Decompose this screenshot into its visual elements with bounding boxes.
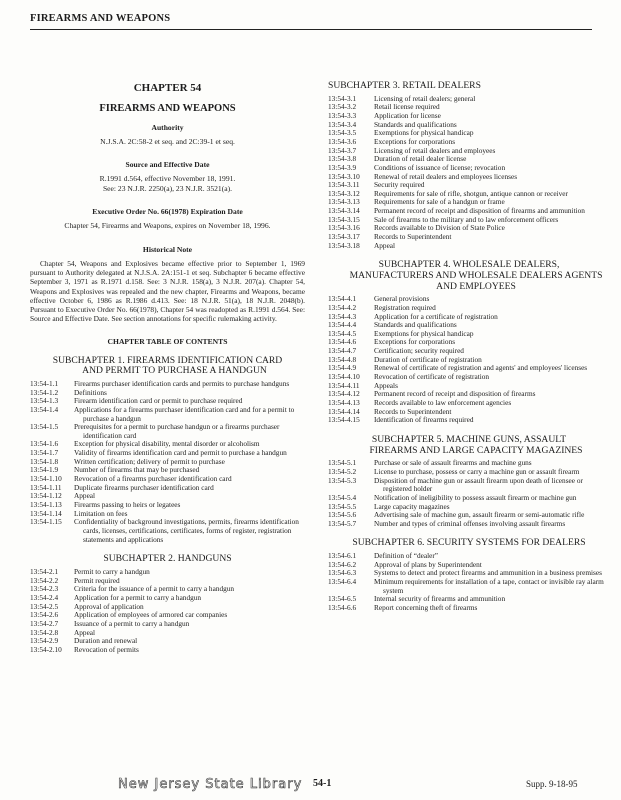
- section-title: Permit required: [74, 575, 120, 585]
- section-title: Records available to law enforcement agencies: [374, 398, 512, 408]
- subchapter-title-continued: MANUFACTURERS AND WHOLESALE DEALERS AGENTS AND EMPLOYEES: [349, 270, 603, 292]
- section-number: 13:54-6.4: [328, 577, 357, 587]
- page-number: 54-1: [313, 778, 332, 789]
- supplement-date: Supp. 9-18-95: [526, 779, 578, 789]
- section-title: Firearms purchaser identification cards and permits to purchase handguns: [74, 378, 290, 388]
- section-number: 13:54-2.3: [30, 584, 59, 594]
- section-entry: [328, 173, 610, 182]
- section-number: 13:54-4.7: [328, 346, 357, 356]
- section-title: Sale of firearms to the military and to law enforcement officers: [374, 214, 559, 224]
- section-entry: [328, 313, 610, 322]
- section-number: 13:54-3.13: [328, 197, 360, 207]
- section-number: 13:54-1.1: [30, 378, 59, 388]
- section-number: 13:54-2.4: [30, 592, 59, 602]
- section-number: 13:54-3.2: [328, 102, 357, 112]
- section-number: 13:54-1.11: [30, 482, 62, 492]
- section-number: 13:54-5.1: [328, 458, 357, 468]
- section-title: Renewal of certificate of registration and agents' and employees' licenses: [374, 363, 588, 373]
- section-number: 13:54-3.18: [328, 240, 360, 250]
- section-title: Requirements for sale of rifle, shotgun, antique cannon or receiver: [374, 188, 568, 198]
- section-number: 13:54-1.15: [30, 517, 62, 527]
- section-title: Minimum requirements for installation of a tape, contact or invisible ray alarm system: [374, 577, 604, 595]
- section-title: Standards and qualifications: [374, 119, 457, 129]
- source-text: [30, 174, 305, 193]
- section-number: 13:54-4.9: [328, 363, 357, 373]
- section-entry: [328, 330, 610, 339]
- section-title: Records to Superintendent: [374, 232, 452, 242]
- subchapter-block: [328, 435, 610, 528]
- executive-order-text: Chapter 54, Firearms and Weapons, expires on November 18, 1996.: [64, 221, 271, 231]
- right-subchapters: [328, 81, 610, 613]
- section-title: Renewal of retail dealers and employees licenses: [374, 171, 518, 181]
- section-title: Permanent record of receipt and disposition of firearms and ammunition: [374, 206, 585, 216]
- section-title: Systems to detect and protect firearms and ammunition in a business premises: [374, 568, 602, 578]
- section-title: General provisions: [374, 294, 430, 304]
- subchapter-block: [30, 554, 305, 654]
- section-title: Firearms passing to heirs or legatees: [74, 500, 181, 510]
- section-entry: [328, 477, 610, 494]
- subchapter-title: [328, 81, 610, 92]
- section-title: Prerequisites for a permit to purchase handgun or a firearms purchaser identification card: [74, 422, 280, 440]
- section-number: 13:54-3.10: [328, 171, 360, 181]
- section-entry: [30, 484, 305, 493]
- section-title: Application of employees of armored car companies: [74, 610, 228, 620]
- section-number: 13:54-1.4: [30, 404, 59, 414]
- section-title: Disposition of machine gun or assault firearm upon death of licensee or registered holder: [374, 475, 583, 494]
- section-number: 13:54-1.12: [30, 491, 62, 501]
- section-number: 13:54-6.3: [328, 568, 357, 578]
- section-entry: [328, 233, 610, 242]
- source-line: See: 23 N.J.R. 2250(a), 23 N.J.R. 3521(a).: [102, 183, 233, 193]
- section-title: Number of firearms that may be purchased: [74, 465, 200, 475]
- subchapter-title: [328, 260, 610, 292]
- section-title: Exemptions for physical handicap: [374, 128, 474, 138]
- subchapter-title: [328, 435, 610, 456]
- subchapter-title-text: SUBCHAPTER 4. WHOLESALE DEALERS,: [378, 259, 560, 271]
- section-number: 13:54-2.9: [30, 636, 59, 646]
- subchapter-title-continued: AND PERMIT TO PURCHASE A HANDGUN: [82, 365, 267, 377]
- source-line: R.1991 d.564, effective November 18, 1991.: [99, 174, 236, 184]
- section-title: Application for a certificate of registration: [374, 311, 498, 321]
- section-list: [328, 459, 610, 528]
- section-title: Duplicate firearms purchaser identification card: [74, 482, 214, 492]
- section-number: 13:54-4.4: [328, 320, 357, 330]
- section-entry: [328, 338, 610, 347]
- subchapter-title-text: SUBCHAPTER 3. RETAIL DEALERS: [328, 80, 481, 91]
- chapter-number: CHAPTER 54: [133, 82, 202, 94]
- section-number: 13:54-1.9: [30, 465, 59, 475]
- historical-note-heading: Historical Note: [142, 244, 193, 254]
- header-rule: [30, 29, 592, 30]
- section-entry: [328, 604, 610, 613]
- section-number: 13:54-1.8: [30, 456, 59, 466]
- section-number: 13:54-5.4: [328, 492, 357, 502]
- section-number: 13:54-6.5: [328, 594, 357, 604]
- section-title: Appeal: [74, 627, 96, 637]
- section-number: 13:54-1.7: [30, 448, 59, 458]
- section-number: 13:54-4.5: [328, 328, 357, 338]
- section-entry: [30, 518, 305, 544]
- section-title: Identification of firearms required: [374, 415, 474, 425]
- section-entry: [30, 646, 305, 655]
- section-number: 13:54-4.2: [328, 302, 357, 312]
- subchapter-block: [328, 260, 610, 425]
- section-title: Exceptions for corporations: [374, 337, 456, 347]
- section-title: Approval of plans by Superintendent: [374, 559, 482, 569]
- section-title: Duration and renewal: [74, 636, 138, 646]
- section-number: 13:54-2.7: [30, 618, 59, 628]
- section-title: Firearm identification card or permit to purchase required: [74, 396, 243, 406]
- section-entry: [328, 242, 610, 251]
- section-number: 13:54-5.7: [328, 518, 357, 528]
- section-entry: [328, 95, 610, 104]
- section-number: 13:54-3.8: [328, 154, 357, 164]
- section-number: 13:54-4.10: [328, 372, 360, 382]
- section-number: 13:54-1.6: [30, 439, 59, 449]
- subchapter-block: [328, 538, 610, 612]
- section-number: 13:54-3.4: [328, 119, 357, 129]
- section-title: Approval of application: [74, 601, 144, 611]
- section-entry: [30, 620, 305, 629]
- section-number: 13:54-6.6: [328, 603, 357, 612]
- right-column: [328, 81, 610, 613]
- section-entry: [30, 406, 305, 423]
- section-number: 13:54-2.5: [30, 601, 59, 611]
- section-number: 13:54-1.13: [30, 500, 62, 510]
- section-title: Conditions of issuance of license; revocation: [374, 162, 506, 172]
- section-number: 13:54-3.7: [328, 145, 357, 155]
- section-title: Security required: [374, 180, 425, 190]
- section-number: 13:54-4.8: [328, 354, 357, 364]
- section-entry: [30, 423, 305, 440]
- chapter-title: FIREARMS AND WEAPONS: [99, 103, 236, 114]
- section-number: 13:54-4.6: [328, 337, 357, 347]
- subchapter-title-text: SUBCHAPTER 5. MACHINE GUNS, ASSAULT: [371, 434, 567, 446]
- section-title: Standards and qualifications: [374, 320, 457, 330]
- section-number: 13:54-5.2: [328, 466, 357, 476]
- section-entry: [30, 594, 305, 603]
- section-title: Exception for physical disability, mental disorder or alcoholism: [74, 439, 260, 449]
- section-number: 13:54-3.16: [328, 223, 360, 233]
- section-title: Report concerning theft of firearms: [374, 603, 478, 612]
- section-title: Registration required: [374, 302, 436, 312]
- section-number: 13:54-3.15: [328, 214, 360, 224]
- section-number: 13:54-2.6: [30, 610, 59, 620]
- section-title: Licensing of retail dealers; general: [374, 93, 476, 103]
- section-entry: [30, 568, 305, 577]
- section-entry: [328, 373, 610, 382]
- section-title: Records to Superintendent: [374, 406, 452, 416]
- section-title: Appeal: [74, 491, 96, 501]
- authority-text: N.J.S.A. 2C:58-2 et seq. and 2C:39-1 et seq.: [100, 137, 235, 146]
- section-number: 13:54-3.12: [328, 188, 360, 198]
- section-entry: [328, 416, 610, 425]
- section-number: 13:54-4.11: [328, 380, 360, 390]
- section-title: Limitation on fees: [74, 508, 128, 518]
- section-title: Written certification; delivery of permit to purchase: [74, 456, 225, 466]
- section-entry: [328, 147, 610, 156]
- section-entry: [328, 224, 610, 233]
- section-number: 13:54-3.5: [328, 128, 357, 138]
- section-title: Confidentiality of background investigations, permits, firearms identification cards, licenses, certifications, certificates, forms of register, registration statements and applications: [74, 517, 299, 544]
- section-entry: [30, 380, 305, 389]
- section-list: [328, 552, 610, 613]
- section-title: Requirements for sale of a handgun or frame: [374, 197, 505, 207]
- section-number: 13:54-3.3: [328, 110, 357, 120]
- section-title: Revocation of certificate of registration: [374, 372, 490, 382]
- section-title: Number and types of criminal offenses involving assault firearms: [374, 518, 566, 528]
- section-number: 13:54-3.17: [328, 232, 360, 242]
- library-watermark: New Jersey State Library: [118, 777, 303, 792]
- section-title: Definition of “dealer”: [374, 551, 439, 561]
- section-entry: [30, 501, 305, 510]
- running-header: FIREARMS AND WEAPONS: [30, 13, 171, 24]
- subchapter-title-text: SUBCHAPTER 1. FIREARMS IDENTIFICATION CARD: [52, 354, 283, 366]
- section-entry: [328, 578, 610, 595]
- section-title: Permanent record of receipt and disposition of firearms: [374, 389, 536, 399]
- section-number: 13:54-6.1: [328, 551, 357, 561]
- section-number: 13:54-4.12: [328, 389, 360, 399]
- source-heading: Source and Effective Date: [125, 160, 210, 170]
- section-entry: [30, 637, 305, 646]
- section-number: 13:54-2.10: [30, 644, 62, 654]
- section-title: Appeals: [374, 380, 398, 390]
- subchapter-title: [328, 538, 610, 549]
- left-column: [30, 82, 305, 655]
- subchapter-title-continued: FIREARMS AND LARGE CAPACITY MAGAZINES: [369, 444, 583, 456]
- authority-heading: Authority: [151, 123, 184, 132]
- section-title: Revocation of permits: [74, 644, 139, 654]
- section-title: Application for license: [374, 110, 441, 120]
- section-number: 13:54-3.9: [328, 162, 357, 172]
- section-title: Large capacity magazines: [374, 501, 450, 511]
- historical-note-text: Chapter 54, Weapons and Explosives became effective prior to September 1, 1969 pursuant to Authority delegated at N.J.S.A. 2A:151-1 et seq. Subchapter 6 became effective September 3, 1971 as R.1971 d.158. See: 3 N.J.R. 158(a), 3 N.J.R. 207(a). Chapter 54, Weapons and Explosives was repealed and the new chapter, Firearms and Weapons, became effective October 6, 1986 as R.1986 d.413. See: 18 N.J.R. 51(a), 18 N.J.R. 2048(b). Pursuant to Executive Order No. 66(1978), Chapter 54 was readopted as R.1991 d.564. See: Source and Effective Date. See section annotations for specific rulemaking activity.: [30, 258, 305, 324]
- section-title: Permit to carry a handgun: [74, 566, 150, 576]
- section-title: Retail license required: [374, 102, 440, 112]
- section-number: 13:54-5.6: [328, 510, 357, 520]
- section-title: Advertising sale of machine gun, assault firearm or semi-automatic rifle: [374, 510, 585, 520]
- subchapter-title: [30, 356, 305, 377]
- section-number: 13:54-6.2: [328, 559, 357, 569]
- section-list: [328, 295, 610, 425]
- section-title: Records available to Division of State Police: [374, 223, 505, 233]
- section-title: Licensing of retail dealers and employees: [374, 145, 496, 155]
- section-number: 13:54-1.3: [30, 396, 59, 406]
- section-title: Exceptions for corporations: [374, 136, 456, 146]
- section-number: 13:54-1.10: [30, 474, 62, 484]
- section-number: 13:54-4.3: [328, 311, 357, 321]
- section-number: 13:54-2.2: [30, 575, 59, 585]
- section-title: License to purchase, possess or carry a machine gun or assault firearm: [374, 466, 580, 476]
- section-title: Appeal: [374, 240, 396, 250]
- section-number: 13:54-5.3: [328, 475, 357, 485]
- section-title: Definitions: [74, 387, 107, 397]
- section-number: 13:54-1.5: [30, 422, 59, 432]
- section-list: [30, 380, 305, 544]
- section-number: 13:54-2.1: [30, 566, 59, 576]
- section-title: Duration of certificate of registration: [374, 354, 482, 364]
- section-number: 13:54-3.11: [328, 180, 360, 190]
- section-title: Applications for a firearms purchaser identification card and for a permit to purchase a handgun: [74, 404, 295, 423]
- section-entry: [328, 112, 610, 121]
- section-entry: [328, 494, 610, 503]
- section-number: 13:54-2.8: [30, 627, 59, 637]
- section-title: Duration of retail dealer license: [374, 154, 467, 164]
- subchapter-title-text: SUBCHAPTER 6. SECURITY SYSTEMS FOR DEALERS: [352, 537, 586, 549]
- subchapter-block: [328, 81, 610, 250]
- subchapter-title: [30, 554, 305, 565]
- section-title: Application for a permit to carry a handgun: [74, 592, 202, 602]
- section-number: 13:54-3.14: [328, 206, 360, 216]
- section-title: Criteria for the issuance of a permit to carry a handgun: [74, 584, 235, 594]
- section-title: Purchase or sale of assault firearms and machine guns: [374, 458, 532, 468]
- section-number: 13:54-1.2: [30, 387, 59, 397]
- section-number: 13:54-1.14: [30, 508, 62, 518]
- section-list: [30, 568, 305, 655]
- section-number: 13:54-4.13: [328, 398, 360, 408]
- subchapter-title-text: SUBCHAPTER 2. HANDGUNS: [103, 553, 232, 565]
- left-subchapters: [30, 356, 305, 655]
- section-number: 13:54-4.1: [328, 294, 357, 304]
- section-title: Revocation of a firearms purchaser identification card: [74, 474, 232, 484]
- toc-heading: CHAPTER TABLE OF CONTENTS: [107, 336, 228, 346]
- section-number: 13:54-4.15: [328, 415, 360, 425]
- section-entry: [328, 129, 610, 138]
- section-entry: [328, 520, 610, 529]
- section-title: Notification of ineligibility to possess assault firearm or machine gun: [374, 492, 577, 502]
- subchapter-block: [30, 356, 305, 545]
- section-entry: [328, 295, 610, 304]
- section-title: Internal security of firearms and ammunition: [374, 594, 506, 604]
- section-title: Issuance of a permit to carry a handgun: [74, 618, 190, 628]
- section-title: Certification; security required: [374, 346, 464, 356]
- section-entry: [328, 399, 610, 408]
- section-number: 13:54-3.1: [328, 93, 357, 103]
- section-entry: [30, 629, 305, 638]
- executive-order-heading: Executive Order No. 66(1978) Expiration Date: [92, 207, 243, 217]
- section-entry: [328, 103, 610, 112]
- section-title: Exemptions for physical handicap: [374, 328, 474, 338]
- section-number: 13:54-5.5: [328, 501, 357, 511]
- section-number: 13:54-3.6: [328, 136, 357, 146]
- section-title: Validity of firearms identification card and permit to purchase a handgun: [74, 448, 287, 458]
- section-list: [328, 95, 610, 251]
- section-number: 13:54-4.14: [328, 406, 360, 416]
